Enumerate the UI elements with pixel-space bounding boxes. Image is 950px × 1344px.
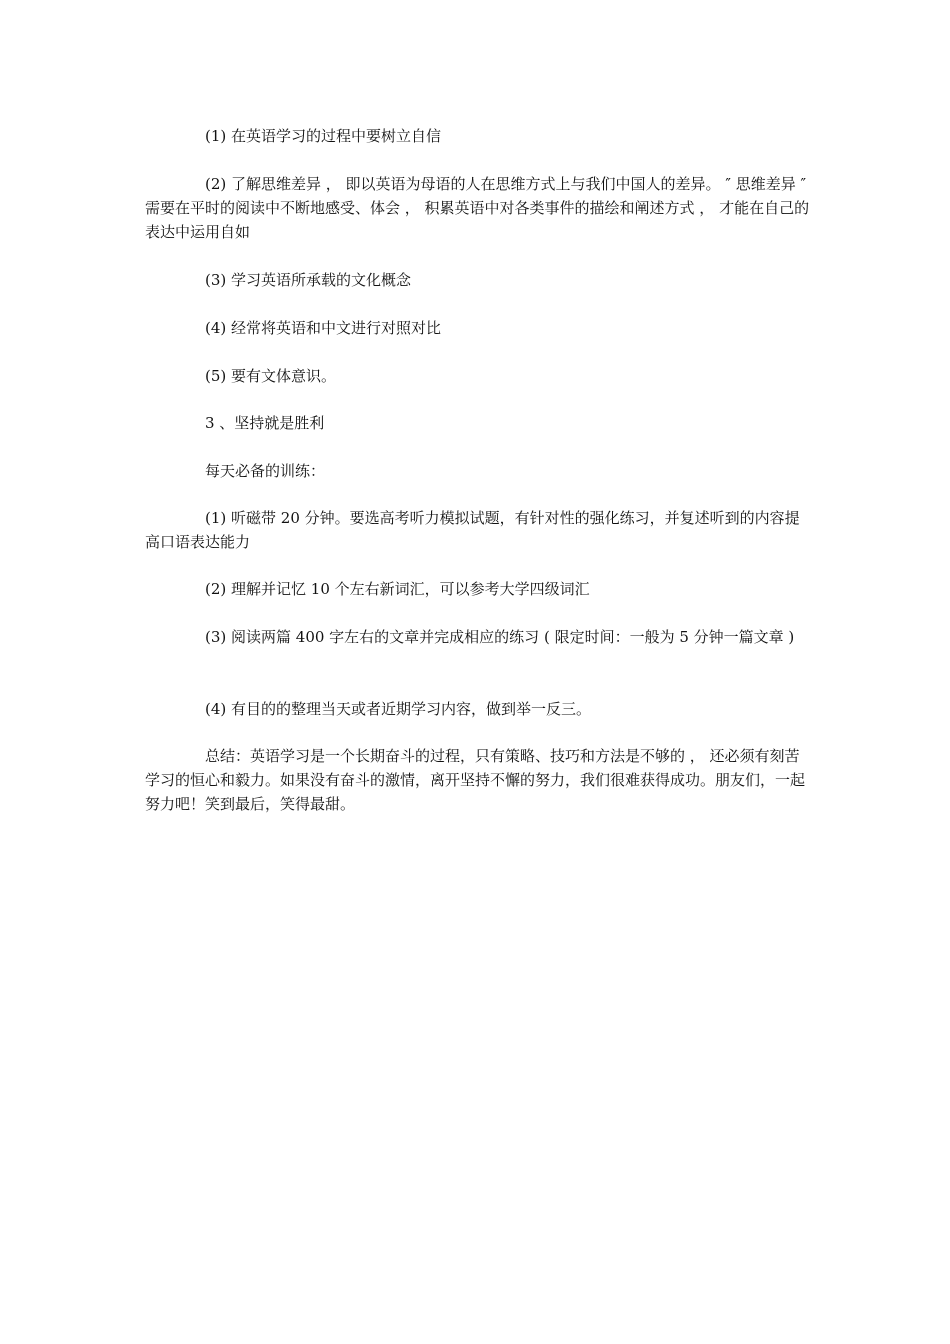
paragraph-thinking-difference: (2) 了解思维差异 ， 即以英语为母语的人在思维方式上与我们中国人的差异。 ″ 思维差异 ″ 需要在平时的阅读中不断地感受、体会 ， 积累英语中对各类事件的描绘和阐述方式 ， 才能在自己的表达中运用自如 (145, 175, 810, 241)
section-heading-persistence: 3 、坚持就是胜利 (205, 414, 325, 432)
paragraph-summary: 总结：英语学习是一个长期奋斗的过程，只有策略、技巧和方法是不够的 ， 还必须有刻苦学习的恒心和毅力。如果没有奋斗的激情，离开坚持不懈的努力，我们很难获得成功。朋友们，一起努力吧！笑到最后，笑得最甜。 (145, 747, 806, 813)
paragraph-compare: (4) 经常将英语和中文进行对照对比 (205, 319, 442, 337)
paragraph-vocabulary: (2) 理解并记忆 10 个左右新词汇，可以参考大学四级词汇 (205, 580, 590, 598)
paragraph-reading: (3) 阅读两篇 400 字左右的文章并完成相应的练习 ( 限定时间：一般为 5 分钟一篇文章 ) (205, 628, 795, 646)
paragraph-daily-training: 每天必备的训练： (205, 462, 326, 480)
paragraph-confidence: (1) 在英语学习的过程中要树立自信 (205, 127, 442, 145)
paragraph-listening: (1) 听磁带 20 分钟。要选高考听力模拟试题，有针对性的强化练习，并复述听到的内容提高口语表达能力 (145, 509, 800, 551)
paragraph-culture-concept: (3) 学习英语所承载的文化概念 (205, 271, 412, 289)
paragraph-style-awareness: (5) 要有文体意识。 (205, 367, 337, 385)
paragraph-review: (4) 有目的的整理当天或者近期学习内容，做到举一反三。 (205, 700, 592, 718)
